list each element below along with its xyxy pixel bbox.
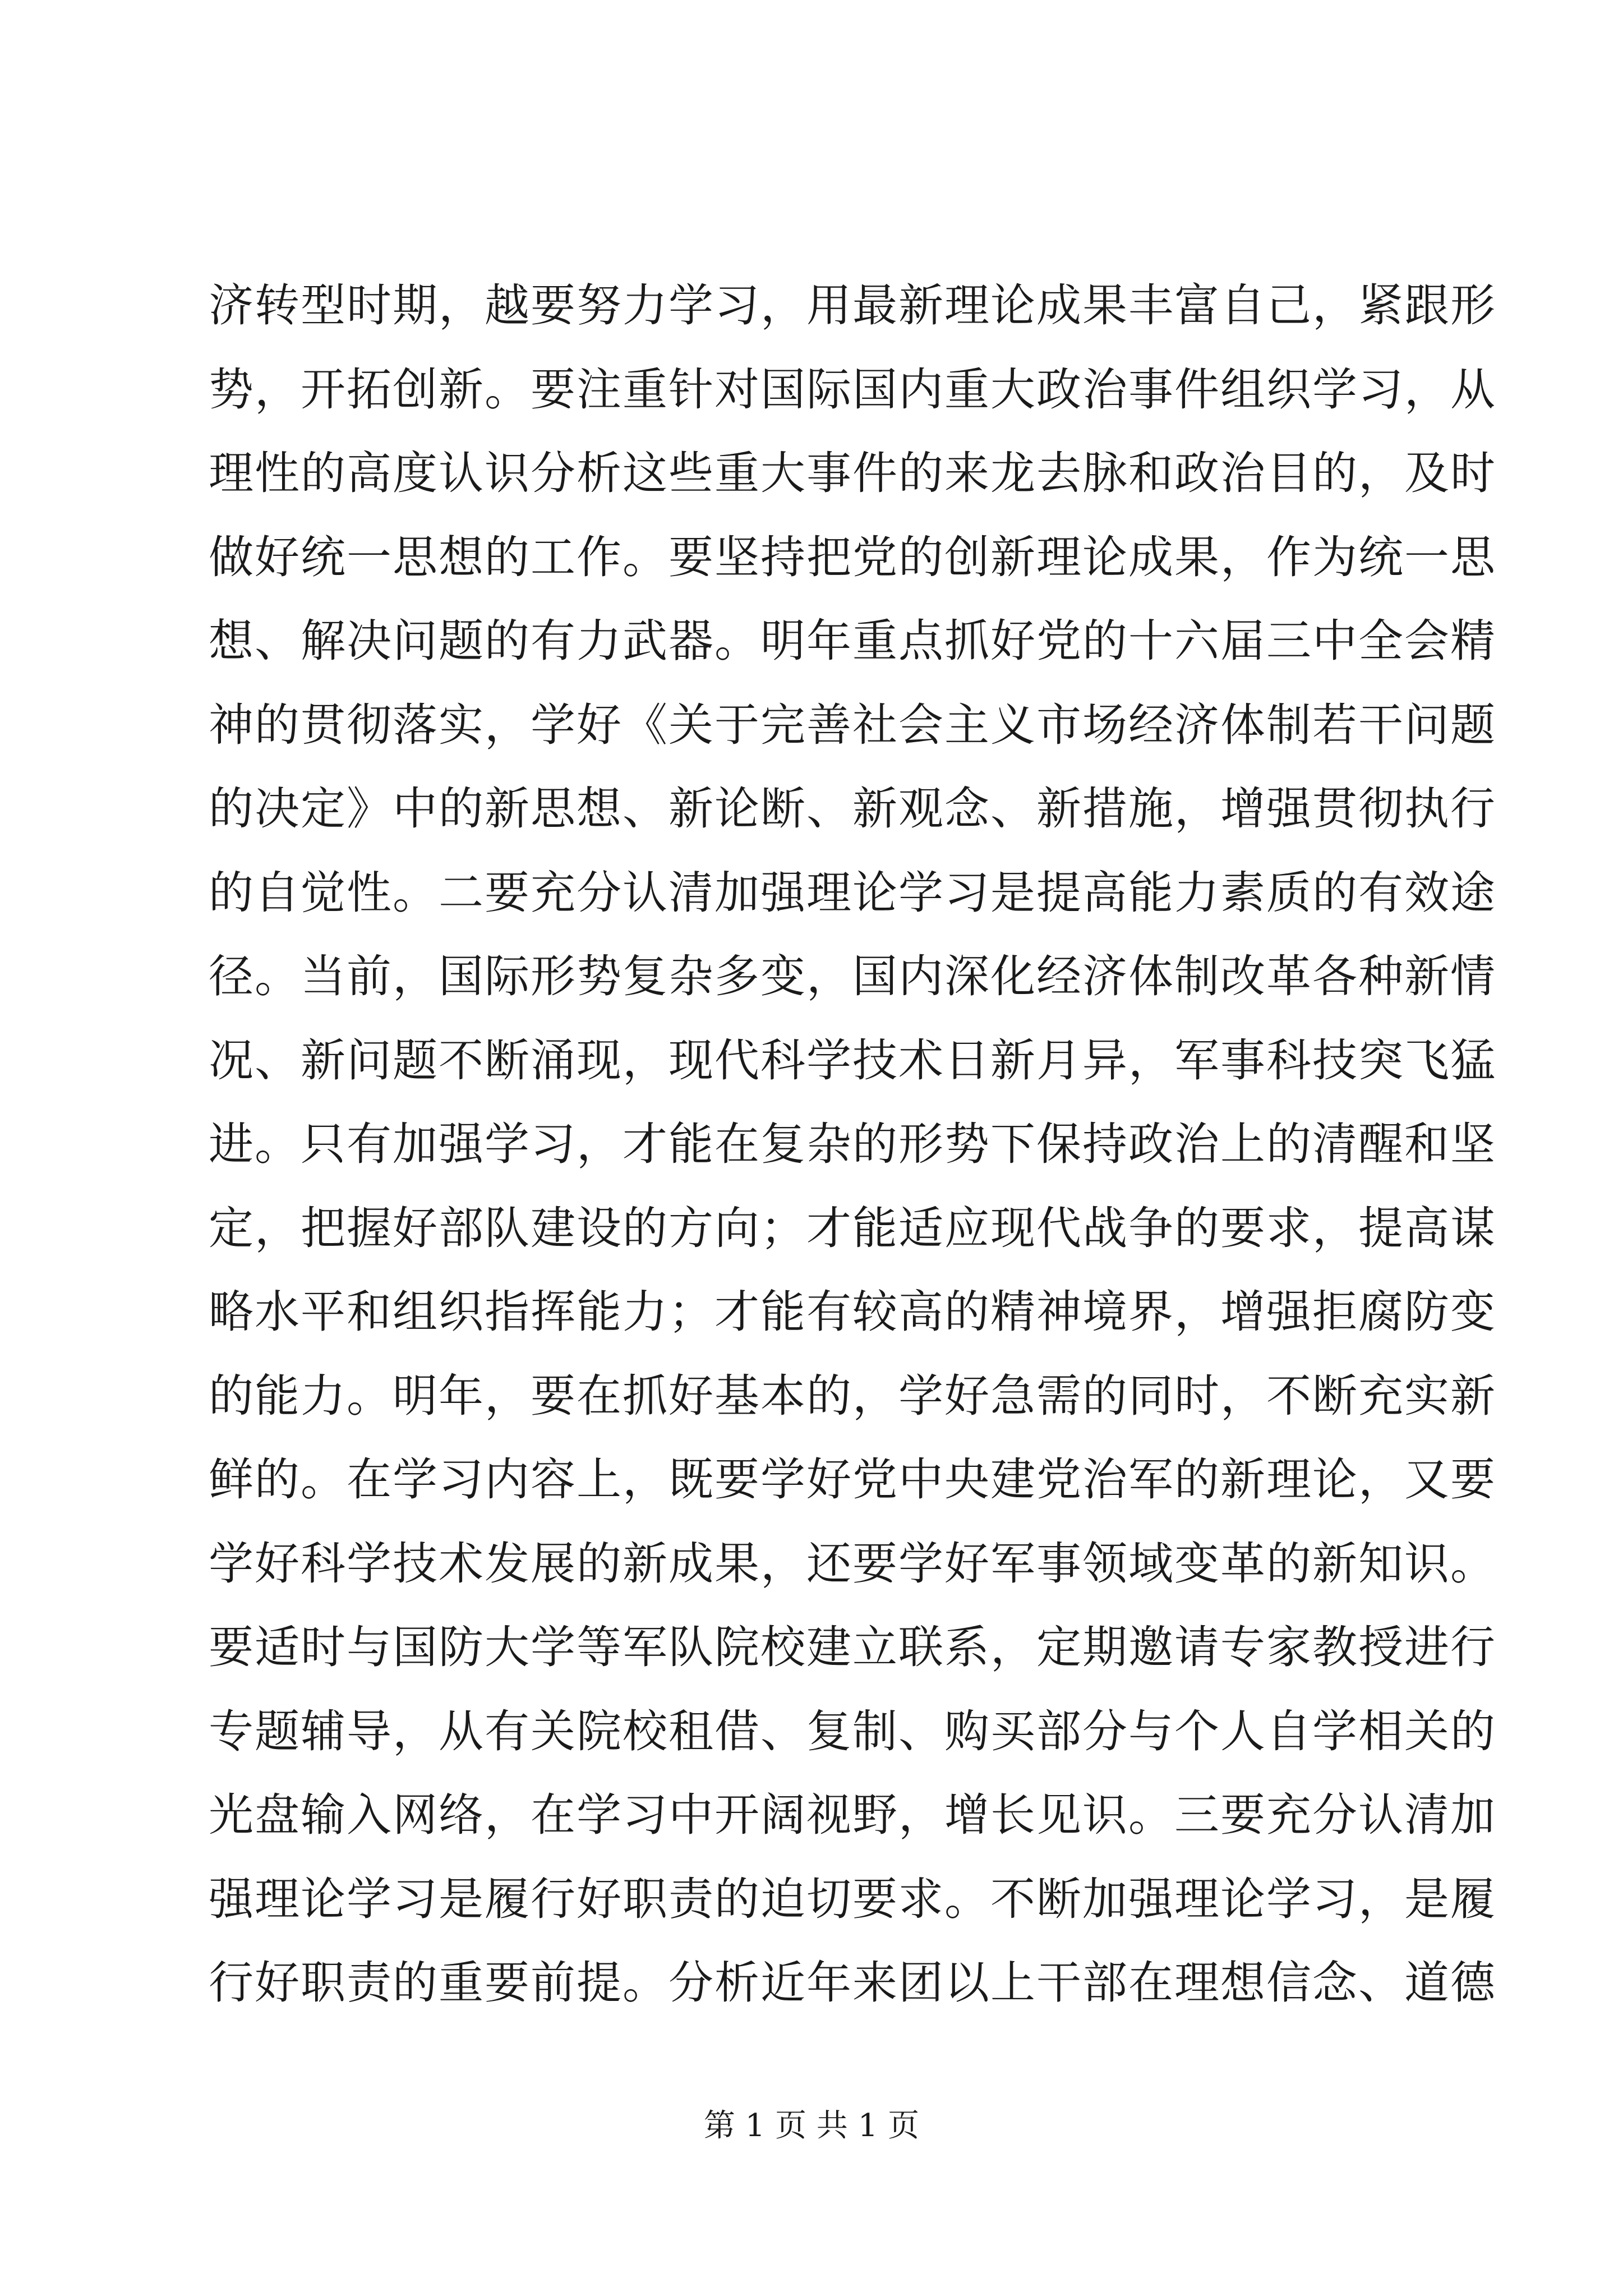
text-line: 做好统一思想的工作。要坚持把党的创新理论成果，作为统一思 (209, 531, 1496, 583)
text-line: 势，开拓创新。要注重针对国际国内重大政治事件组织学习，从 (209, 363, 1496, 416)
text-line: 鲜的。在学习内容上，既要学好党中央建党治军的新理论，又要 (209, 1453, 1496, 1506)
text-line: 的决定》中的新思想、新论断、新观念、新措施，增强贯彻执行 (209, 783, 1496, 835)
text-line: 想、解决问题的有力武器。明年重点抓好党的十六届三中全会精 (209, 615, 1496, 667)
text-line: 要适时与国防大学等军队院校建立联系，定期邀请专家教授进行 (209, 1621, 1496, 1673)
text-line: 专题辅导，从有关院校租借、复制、购买部分与个人自学相关的 (209, 1705, 1496, 1757)
text-line: 略水平和组织指挥能力；才能有较高的精神境界，增强拒腐防变 (209, 1286, 1496, 1338)
page-footer: 第 1 页 共 1 页 (703, 2108, 920, 2144)
text-line: 理性的高度认识分析这些重大事件的来龙去脉和政治目的，及时 (209, 447, 1496, 499)
text-line: 强理论学习是履行好职责的迫切要求。不断加强理论学习，是履 (209, 1872, 1496, 1925)
text-line: 行好职责的重要前提。分析近年来团以上干部在理想信念、道德 (209, 1957, 1496, 2009)
text-line: 径。当前，国际形势复杂多变，国内深化经济体制改革各种新情 (209, 950, 1496, 1002)
text-line: 神的贯彻落实，学好《关于完善社会主义市场经济体制若干问题 (209, 698, 1496, 751)
text-line: 的自觉性。二要充分认清加强理论学习是提高能力素质的有效途 (209, 866, 1496, 919)
text-line: 学好科学技术发展的新成果，还要学好军事领域变革的新知识。 (209, 1537, 1496, 1590)
text-line: 况、新问题不断涌现，现代科学技术日新月异，军事科技突飞猛 (209, 1034, 1496, 1087)
text-line: 进。只有加强学习，才能在复杂的形势下保持政治上的清醒和坚 (209, 1118, 1496, 1170)
body-text (209, 264, 1496, 2025)
text-line: 的能力。明年，要在抓好基本的，学好急需的同时，不断充实新 (209, 1369, 1496, 1422)
text-line: 定，把握好部队建设的方向；才能适应现代战争的要求，提高谋 (209, 1202, 1496, 1254)
text-line: 光盘输入网络，在学习中开阔视野，增长见识。三要充分认清加 (209, 1789, 1496, 1841)
text-line: 济转型时期，越要努力学习，用最新理论成果丰富自己，紧跟形 (209, 279, 1496, 332)
